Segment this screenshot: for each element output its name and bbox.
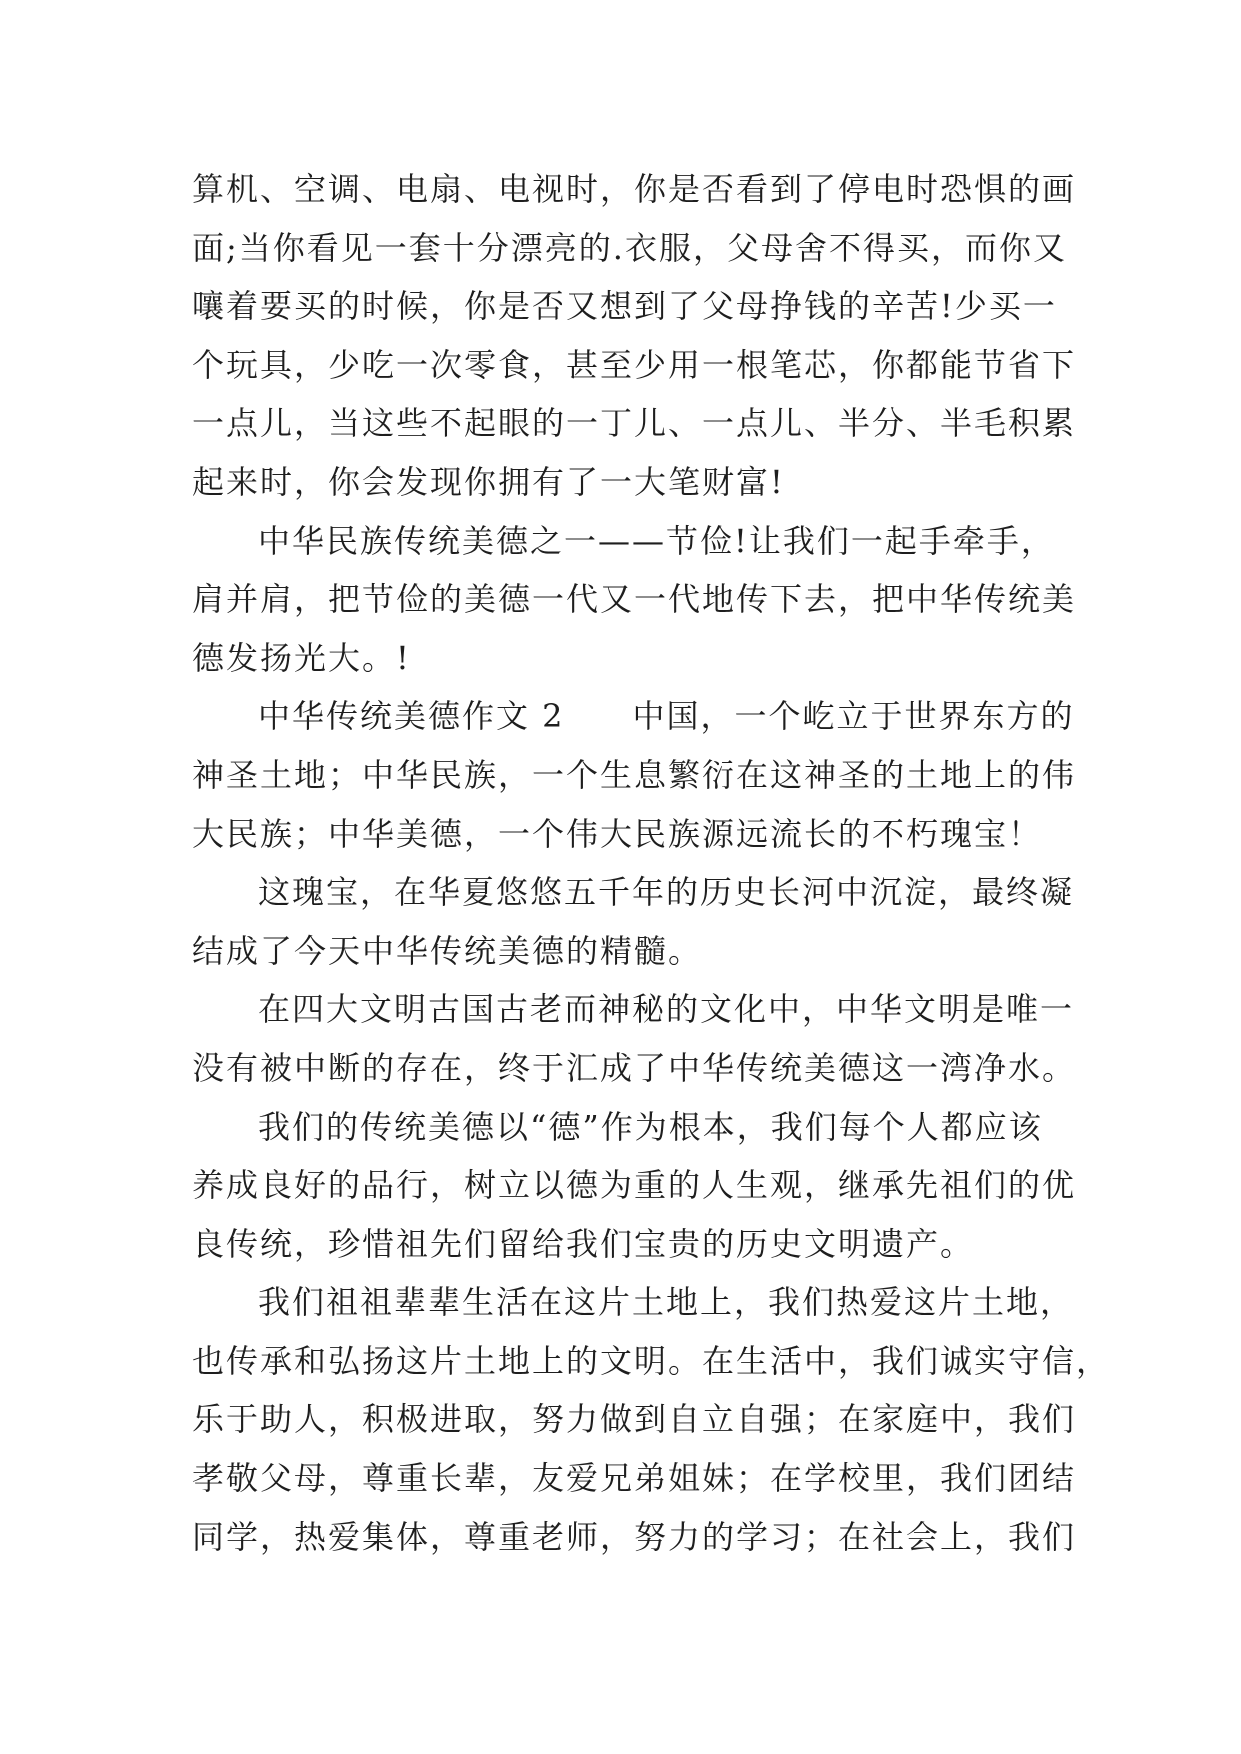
- text-line: 也传承和弘扬这片土地上的文明。在生活中，我们诚实守信，: [192, 1341, 1111, 1380]
- text-line: 神圣土地；中华民族，一个生息繁衍在这神圣的土地上的伟: [192, 755, 1077, 794]
- text-line: 我们祖祖辈辈生活在这片土地上，我们热爱这片土地，: [258, 1283, 1075, 1322]
- text-line: 结成了今天中华传统美德的精髓。: [192, 931, 703, 970]
- text-line: 一点儿，当这些不起眼的一丁儿、一点儿、半分、半毛积累: [192, 404, 1077, 443]
- document-body: [192, 160, 1111, 1566]
- text-line: 孝敬父母，尊重长辈，友爱兄弟姐妹；在学校里，我们团结: [192, 1459, 1077, 1498]
- text-line: 乐于助人，积极进取，努力做到自立自强；在家庭中，我们: [192, 1400, 1077, 1439]
- text-line: 这瑰宝，在华夏悠悠五千年的历史长河中沉淀，最终凝: [258, 873, 1075, 912]
- text-line: 嚷着要买的时候，你是否又想到了父母挣钱的辛苦!少买一: [192, 287, 1057, 326]
- text-line: 肩并肩，把节俭的美德一代又一代地传下去，把中华传统美: [192, 580, 1077, 619]
- text-line: 中华民族传统美德之一——节俭!让我们一起手牵手，: [258, 521, 1055, 560]
- text-line: 个玩具，少吃一次零食，甚至少用一根笔芯，你都能节省下: [192, 345, 1077, 384]
- text-line: 没有被中断的存在，终于汇成了中华传统美德这一湾净水。: [192, 1048, 1077, 1087]
- text-line: 养成良好的品行，树立以德为重的人生观，继承先祖们的优: [192, 1166, 1077, 1205]
- text-line: 大民族；中华美德，一个伟大民族源远流长的不朽瑰宝！: [192, 814, 1043, 853]
- text-line: 算机、空调、电扇、电视时，你是否看到了停电时恐惧的画: [192, 170, 1077, 208]
- text-line: 起来时，你会发现你拥有了一大笔财富!: [192, 462, 785, 501]
- text-line: 同学，热爱集体，尊重老师，努力的学习；在社会上，我们: [192, 1517, 1077, 1556]
- text-line: 良传统，珍惜祖先们留给我们宝贵的历史文明遗产。: [192, 1224, 975, 1263]
- text-line: 在四大文明古国古老而神秘的文化中，中华文明是唯一: [258, 990, 1075, 1029]
- text-line: 中华传统美德作文 2 中国，一个屹立于世界东方的: [258, 697, 1075, 736]
- text-line: 面;当你看见一套十分漂亮的.衣服，父母舍不得买，而你又: [192, 228, 1067, 267]
- text-line: 德发扬光大。!: [192, 638, 411, 677]
- text-line: 我们的传统美德以“德”作为根本，我们每个人都应该: [258, 1107, 1043, 1146]
